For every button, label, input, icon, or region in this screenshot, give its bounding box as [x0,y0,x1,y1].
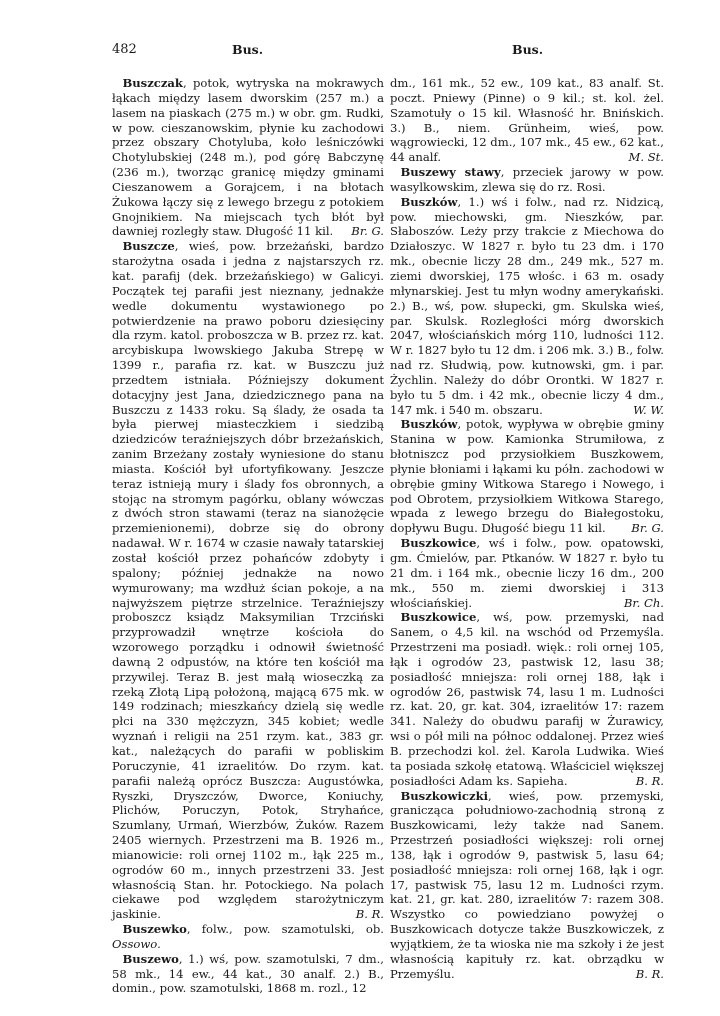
dictionary-entry [112,239,384,922]
entry-signature: Br. Ch. [623,595,664,610]
entry-signature: B. R. [635,773,664,788]
entry-headword: Buszcze [122,239,175,254]
entry-signature: W. W. [633,402,664,417]
dictionary-entry [390,789,664,982]
entry-signature: Br. G. [351,224,384,239]
entry-text: dm., 161 mk., 52 ew., 109 kat., 83 analf. St. poczt. Pniewy (Pinne) o 9 kil.; st. kol. żel. Szamotuły o 15 kil. Własność hr. Bnińskich. 3.) B., niem. Grünheim, wieś, pow. wągrowiecki, 12 dm., 107 mk., 45 ew., 62 kat., 44 analf. [390,76,664,165]
entry-text: , potok, wypływa w obrębie gminy Stanina w pow. Kamionka Strumiłowa, z błotniszcz pod przysiołkiem Buszkowem, płynie błoniami i łąkami ku półn. zachodowi w obrębie gminy Witkowa Starego i Nowego, i pod Obrotem, przysiołkiem Witkowa Starego, wpada z lewego brzegu do Białegostoku, dopływu Bugu. Długość biegu 11 kil. [390,417,664,536]
dictionary-entry [390,195,664,418]
right-column [390,76,664,981]
running-head-left: Bus. [232,42,264,57]
entry-headword: Buszewo [122,951,179,966]
entry-signature: M. St. [628,150,664,165]
entry-headword: Buszewko [122,922,187,937]
entry-headword: Buszkowice [400,536,477,551]
dictionary-entry [390,610,664,788]
entry-headword: Buszkowice [400,610,477,625]
entry-signature: B. R. [355,907,384,922]
dictionary-entry [390,76,664,165]
entry-text: , 1.) wś i folw., nad rz. Nidzicą, pow. miechowski, gm. Nieszków, par. Słaboszów. Leży przy trakcie z Miechowa do Działoszyc. W 1827 r. było tu 23 dm. i 170 mk., obecnie liczy 28 dm., 249 mk., 527 m. ziemi dworskiej, 175 włośc. i 63 m. osady młynarskiej. Jest tu młyn wodny amerykański. 2.) B., wś, pow. słupecki, gm. Skulska wieś, par. Skulsk. Rozległości mórg dworskich 2047, włościańskich mórg 110, ludności 112. W r. 1827 było tu 12 dm. i 206 mk. 3.) B., folw. nad rz. Słudwią, pow. kutnowski, gm. i par. Żychlin. Należy do dóbr Orontki. W 1827 r. było tu 5 dm. i 42 mk., obecnie liczy 4 dm., 147 mk. i 540 m. obszaru. [390,194,664,417]
entry-text: , wieś, pow. przemyski, granicząca południowo-zachodnią stroną z Buszkowicami, leży także nad Sanem. Przestrzeń posiadłości większej: roli ornej 138, łąk i ogrodów 9, pastwisk 5, lasu 64; posiadłość mniejsza: roli ornej 168, łąk i ogr. 17, pastwisk 75, lasu 12 m. Ludności rzym. kat. 21, gr. kat. 280, izraelitów 7: razem 308. Wszystko co powiedziano powyżej o Buszkowicach dotycze także Buszkowiczek, z wyjątkiem, że ta wioska nie ma szkoły i że jest własnością kapituły rz. kat. obrządku w Przemyślu. [390,788,664,981]
entry-headword: Buszków [400,194,458,209]
dictionary-entry [112,952,384,997]
entry-text: , 1.) wś, pow. szamotulski, 7 dm., 58 mk., 14 ew., 44 kat., 30 analf. 2.) B., domin., pow. szamotulski, 1868 m. rozl., 12 [112,951,384,996]
dictionary-entry [390,536,664,610]
entry-text: , wś i folw., pow. opatowski, gm. Ćmielów, par. Ptkanów. W 1827 r. było tu 21 dm. i 164 mk., obecnie liczy 16 dm., 200 mk., 550 m. ziemi dworskiej i 313 włościańskiej. [390,536,664,610]
entry-text: , potok, wytryska na mokrawych łąkach między lasem dworskim (257 m.) a lasem na piaskach (275 m.) w obr. gm. Rudki, w pow. cieszanowskim, płynie ku zachodowi przez obszary Chotyluba, koło leśniczówki Chotylubskiej (248 m.), pod górę Babczynę (236 m.), tworząc granicę między gminami Cieszanowem a Gorajcem, i na błotach Żukowa łączy się z lewego brzegu z potokiem Gnojnikiem. Na miejscach tych błót był dawniej rozległy staw. Długość 11 kil. [112,76,384,239]
entry-headword: Buszków [400,417,458,432]
dictionary-entry [390,165,664,195]
dictionary-entry [112,922,384,952]
entry-headword: Buszkowiczki [400,788,489,803]
entry-text: , folw., pow. szamotulski, ob. [186,922,384,937]
running-head-right: Bus. [512,42,544,57]
entry-reference: Ossowo. [112,936,161,951]
entry-headword: Buszewy stawy [400,165,501,180]
dictionary-entry [112,76,384,239]
entry-headword: Buszczak [122,76,183,90]
entry-text: , wieś, pow. brzeżański, bardzo starożytna osada i jedna z najstarszych rz. kat. parafij (dek. brzeżańskiego) w Galicyi. Początek tej parafii jest nieznany, jednakże wedle dokumentu wystawionego po potwierdzenie na prawo poboru dziesięciny dla rzym. katol. proboszcza w B. przez rz. kat. arcybiskupa lwowskiego Jakuba Strepę w 1399 r., parafia rz. kat. w Buszczu już przedtem istniała. Późniejszy dokument dotacyjny jest Jana, dziedzicznego pana na Buszczu z 1433 roku. Są ślady, że osada ta była pierwej miasteczkiem i siedzibą dziedziców teraźniejszych dóbr brzeżańskich, zanim Brzeżany zostały wyniesione do stanu miasta. Kościół był ufortyfikowany. Jeszcze teraz istnieją mury i ślady fos obronnych, a stojąc na stromym pagórku, oblany wówczas z dwóch stron stawami (teraz na sianożęcie przemienionemi), dobrze się do obrony nadawał. W r. 1674 w czasie nawały tatarskiej został kościół przez pohańców zdobyty i spalony; później jednakże na nowo wymurowany; ma wzdłuż ścian pokoje, a na najwyższem piętrze strzelnice. Teraźniejszy proboszcz ksiądz Maksymilian Trzciński przyprowadził wnętrze kościoła do wzorowego porządku i odnowił świetność dawną 2 odpustów, na które ten kościół ma przywilej. Teraz B. jest małą wioseczką za rzeką Złotą Lipą położoną, mającą 675 mk. w 149 rodzinach; mieszkańcy dzielą się wedle płci na 330 mężczyzn, 345 kobiet; wedle wyznań i religii na 251 rzym. kat., 383 gr. kat., należących do parafii w pobliskim Poruczynie, 41 izraelitów. Do rzym. kat. parafii należą oprócz Buszcza: Augustówka, Ryszki, Dryszczów, Dworce, Koniuchy, Plichów, Poruczyn, Potok, Stryhańce, Szumlany, Urmań, Wierzbów, Żuków. Razem 2405 wiernych. Przestrzeni ma B. 1926 m., mianowicie: roli ornej 1102 m., łąk 225 m., ogrodów 60 m., innych przestrzeni 33. Jest własnością Stan. hr. Potockiego. Na polach ciekawe pod względem starożytniczym jaskinie. [112,239,384,922]
page-number: 482 [112,42,137,57]
left-column [112,76,384,996]
dictionary-entry [390,417,664,536]
entry-text: , przeciek jarowy w pow. wasylkowskim, zlewa się do rz. Rosi. [390,165,664,194]
page-header [112,40,616,62]
entry-signature: Br. G. [631,521,664,536]
entry-text: , wś, pow. przemyski, nad Sanem, o 4,5 kil. na wschód od Przemyśla. Przestrzeni ma posiadł. więk.: roli ornej 105, łąk i ogrodów 23, pastwisk 12, lasu 38; posiadłość mniejsza: roli ornej 188, łąk i ogrodów 26, pastwisk 74, lasu 1 m. Ludności rz. kat. 20, gr. kat. 304, izraelitów 17: razem 341. Należy do obudwu parafij w Żurawicy, wsi o pół mili na północ oddalonej. Przez wieś B. przechodzi kol. żel. Karola Ludwika. Wieś ta posiada szkołę etatową. Właściciel większej posiadłości Adam ks. Sapieha. [390,610,664,788]
entry-signature: B. R. [635,966,664,981]
